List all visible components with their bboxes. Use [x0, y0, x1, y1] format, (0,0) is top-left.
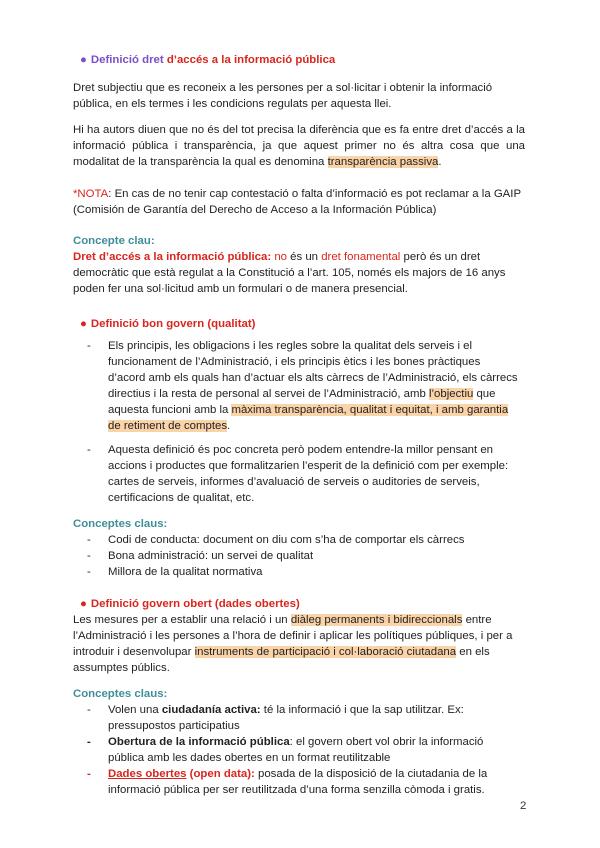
note-label: *NOTA: [73, 188, 109, 200]
list-item: - Volen una ciudadanía activa: té la informació i que la sap utilitzar. Ex: pressupostos participatius: [87, 704, 464, 732]
bullet-icon: ●: [80, 598, 87, 610]
paragraph-definition: Dret subjectiu que es reconeix a les persones per a sol·licitar i obtenir la informació pública, en els termes i les condicions regulats per aquesta llei.: [73, 82, 493, 110]
highlight-passive: transparència passiva: [327, 156, 439, 168]
paragraph-authors: Hi ha autors diuen que no és del tot precisa la diferència que es fa entre dret d’accés a la informació pública i transparència, ja que aquest primer no és altra cosa que una modalitat de la transparència la qual es denomina transparència passiva.: [73, 124, 525, 168]
section-heading-access: ● Definició dret d’accés a la informació pública: [80, 54, 336, 66]
list-item: - Codi de conducta: document on diu com s’ha de comportar els càrrecs: [87, 534, 465, 546]
note-paragraph: *NOTA: En cas de no tenir cap contestació o falta d’informació es pot reclamar a la GAIP (Comisión de Garantía del Derecho de Acceso a la Información Pública): [73, 188, 521, 216]
governance-concepts-list: [73, 532, 518, 580]
concept-heading: Concepte clau:: [73, 235, 155, 247]
open-government-paragraph: Les mesures per a establir una relació i un diàleg permanents i bidireccionals entre l’Administració i les persones a l’hora de definir i aplicar les polítiques públiques, i per a introduir i desenvolupar instruments de participació i col·laboració ciutadana en els assumptes públics.: [73, 614, 513, 674]
concepts-heading: Conceptes claus:: [73, 518, 168, 530]
page-number: 2: [520, 800, 527, 812]
bullet-icon: ●: [80, 54, 87, 66]
list-item: - Aquesta definició és poc concreta però podem entendre-la millor pensant en accions i productes que formalitzarien l’esperit de la definició com per exemple: cartes de serveis, informes d’avaluació de serveis o auditories de serveis, certificacions de qualitat, etc.: [87, 444, 509, 504]
list-item: - Bona administració: un servei de qualitat: [87, 550, 314, 562]
list-item: - Dades obertes (open data): posada de la disposició de la ciutadania de la informació pública per ser reutilitzada d’una forma senzilla còmoda i gratis.: [87, 768, 488, 796]
open-government-concepts-list: [73, 702, 518, 798]
list-item: - Millora de la qualitat normativa: [87, 566, 263, 578]
open-data-term: Dades obertes: [108, 768, 187, 780]
concepts-heading: Conceptes claus:: [73, 688, 168, 700]
concept-paragraph: Dret d’accés a la informació pública: no és un dret fonamental però és un dret democràtic que està regulat a la Constitució a l’art. 105, només els majors de 16 anys poden fer una sol·licitud amb un formulari o de manera presencial.: [73, 251, 506, 295]
list-item: - Obertura de la informació pública: el govern obert vol obrir la informació pública amb les dades obertes en un format reutilitzable: [87, 736, 484, 764]
section-heading-good-governance: ● Definició bon govern (qualitat): [80, 318, 256, 330]
bullet-icon: ●: [80, 318, 87, 330]
governance-list: [73, 338, 518, 506]
list-item: - Els principis, les obligacions i les regles sobre la qualitat dels serveis i el funcionament de l’Administració, i els principis ètics i les bones pràctiques d’acord amb els quals han d’actuar els alts càrrecs de l’Administració, els càrrecs directius i la resta de personal al servei de l’Administració, amb l’objectiu que aquesta funcioni amb la màxima transparència, qualitat i equitat, i amb garantia de retiment de comptes.: [87, 340, 518, 432]
section-heading-open-government: ● Definició govern obert (dades obertes): [80, 598, 300, 610]
